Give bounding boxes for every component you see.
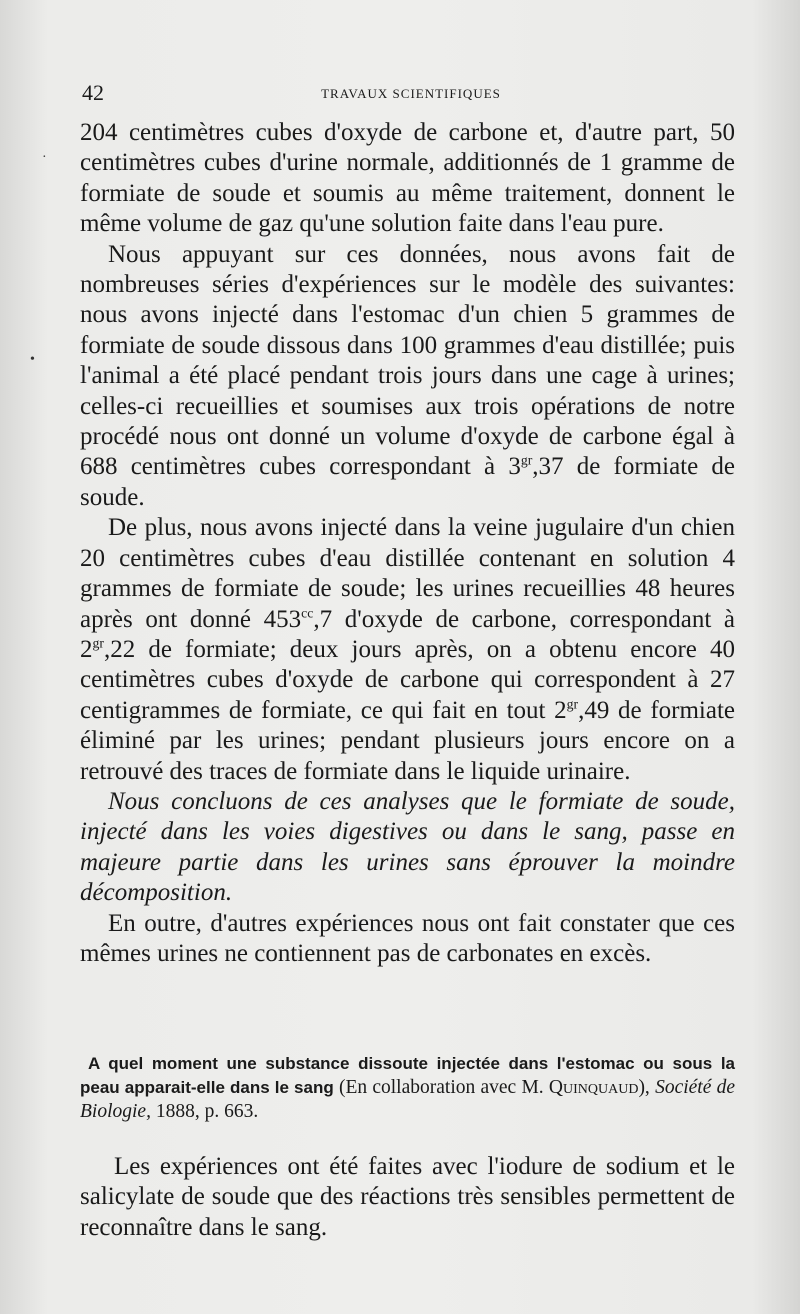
p3-text-b: ,7 d'oxyde de carbone, correspondant à 2 (80, 605, 735, 663)
notice-collab-pre: (En collaboration avec M. (338, 1077, 549, 1098)
p3-text-c: ,22 de formiate; deux jours après, on a obtenu encore 40 centimètres cubes d'oxyde de carbone qui correspondent à 27 centigrammes de formiate, ce qui fait en tout 2 (80, 635, 735, 724)
notice-journal: Société de Biologie, (80, 1077, 736, 1122)
notice-ref: 1888, p. 663. (155, 1101, 259, 1122)
notice-collab-name: Quinquaud (548, 1077, 639, 1098)
conclusion-paragraph: Nous concluons de ces analyses que le formiate de soude, injecté dans les voies digestives ou dans le sang, passe en majeure partie dans les urines sans éprouver la moindre décomposition. (80, 787, 735, 907)
publication-notice (80, 1052, 735, 1124)
paragraph-1: 204 centimètres cubes d'oxyde de carbone et, d'autre part, 50 centimètres cubes d'urine normale, additionnés de 1 gramme de formiate de soude et soumis au même traitement, donnent le même volume de gaz qu'une solution faite dans l'eau pure. (80, 119, 735, 238)
paragraph-5: En outre, d'autres expériences nous ont fait constater que ces mêmes urines ne contiennent pas de carbonates en excès. (80, 909, 735, 967)
margin-mark: · (42, 150, 47, 165)
page-number: 42 (82, 80, 104, 105)
p2-text-a: Nous appuyant sur ces données, nous avons fait de nombreuses séries d'expériences sur le modèle des suivantes: nous avons injecté dans l'estomac d'un chien 5 grammes de formiate de soude dissous dans 100 grammes d'eau distillée; puis l'animal a été placé pendant trois jours dans une cage à urines; celles-ci recueillies et soumises aux trois opérations de notre procédé nous ont donné un volume d'oxyde de carbone égal à 688 centimètres cubes correspondant à 3 (80, 240, 735, 481)
p3-sup-2: gr (92, 635, 104, 651)
p3-sup-3: gr (566, 696, 579, 712)
p3-text-a: De plus, nous avons injecté dans la veine jugulaire d'un chien 20 centimètres cubes d'eau distillée contenant en solution 4 grammes de formiate de soude; les urines recueillies 48 heures après ont donné 453 (80, 514, 735, 633)
running-head: TRAVAUX SCIENTIFIQUES (321, 86, 501, 101)
margin-mark: • (30, 352, 35, 367)
main-text (80, 118, 735, 969)
final-paragraph: Les expériences ont été faites avec l'iodure de sodium et le salicylate de soude que des réactions très sensibles permettent de reconnaître dans le sang. (80, 1153, 735, 1241)
paragraph-3 (80, 513, 735, 787)
p3-text-d: ,49 de formiate éliminé par les urines; pendant plusieurs jours encore on a retrouvé des traces de formiate dans le liquide urinaire. (80, 696, 735, 785)
notice-collab-post: ), (638, 1077, 650, 1098)
p2-sup: gr (520, 453, 533, 469)
p2-text-b: ,37 de formiate de soude. (80, 453, 735, 511)
notice-title: A quel moment une substance dissoute injectée dans l'estomac ou sous la peau apparait-elle dans le sang (80, 1054, 735, 1097)
p3-sup-1: cc (301, 605, 314, 621)
paragraph-2 (80, 240, 735, 514)
page-header (82, 80, 740, 110)
